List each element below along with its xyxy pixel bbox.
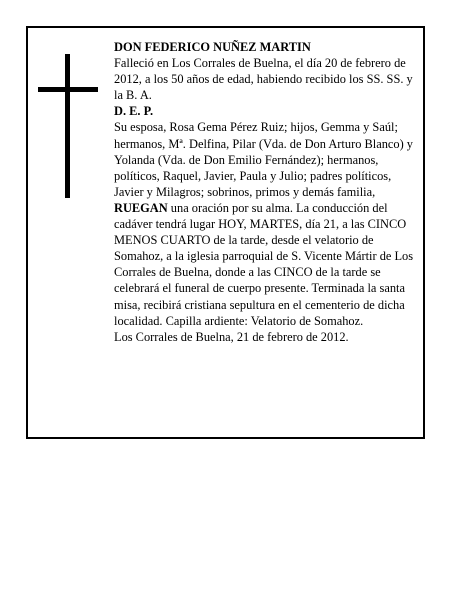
place-date: Los Corrales de Buelna, 21 de febrero de 2012.: [114, 329, 349, 344]
cross-vertical-bar: [65, 54, 70, 198]
deceased-name: DON FEDERICO NUÑEZ MARTIN: [114, 40, 311, 54]
ruegan-text: una oración por su alma. La conducción del cadáver tendrá lugar HOY, MARTES, día 21, a las CINCO MENOS CUARTO de la tarde, desde el velatorio de Somahoz, a la iglesia parroquial de S. Vicente Mártir de Los Corrales de Buelna, donde a las CINCO de la tarde se celebrará el funeral de cuerpo presente. Terminada la santa misa, recibirá cristiana sepultura en el cementerio de dicha localidad. Capilla ardiente: Velatorio de Somahoz.: [114, 200, 414, 328]
obituary-text: [114, 39, 420, 345]
cross-icon: [38, 54, 98, 198]
ruegan-paragraph: [114, 200, 420, 329]
dep-heading: D. E. P.: [114, 104, 154, 119]
death-details: Falleció en Los Corrales de Buelna, el día 20 de febrero de 2012, a los 50 años de edad, habiendo recibido los SS. SS. y la B. A.: [114, 56, 413, 103]
cross-horizontal-bar: [38, 87, 98, 92]
family-list: Su esposa, Rosa Gema Pérez Ruiz; hijos, Gemma y Saúl; hermanos, Mª. Delfina, Pilar (Vda. de Don Arturo Blanco) y Yolanda (Vda. de Don Emilio Fernández); hermanos, políticos, Raquel, Javier, Paula y Julio; padres políticos, Javier y Milagros; sobrinos, primos y demás familia,: [114, 120, 414, 199]
ruegan-label: RUEGAN: [114, 200, 168, 215]
